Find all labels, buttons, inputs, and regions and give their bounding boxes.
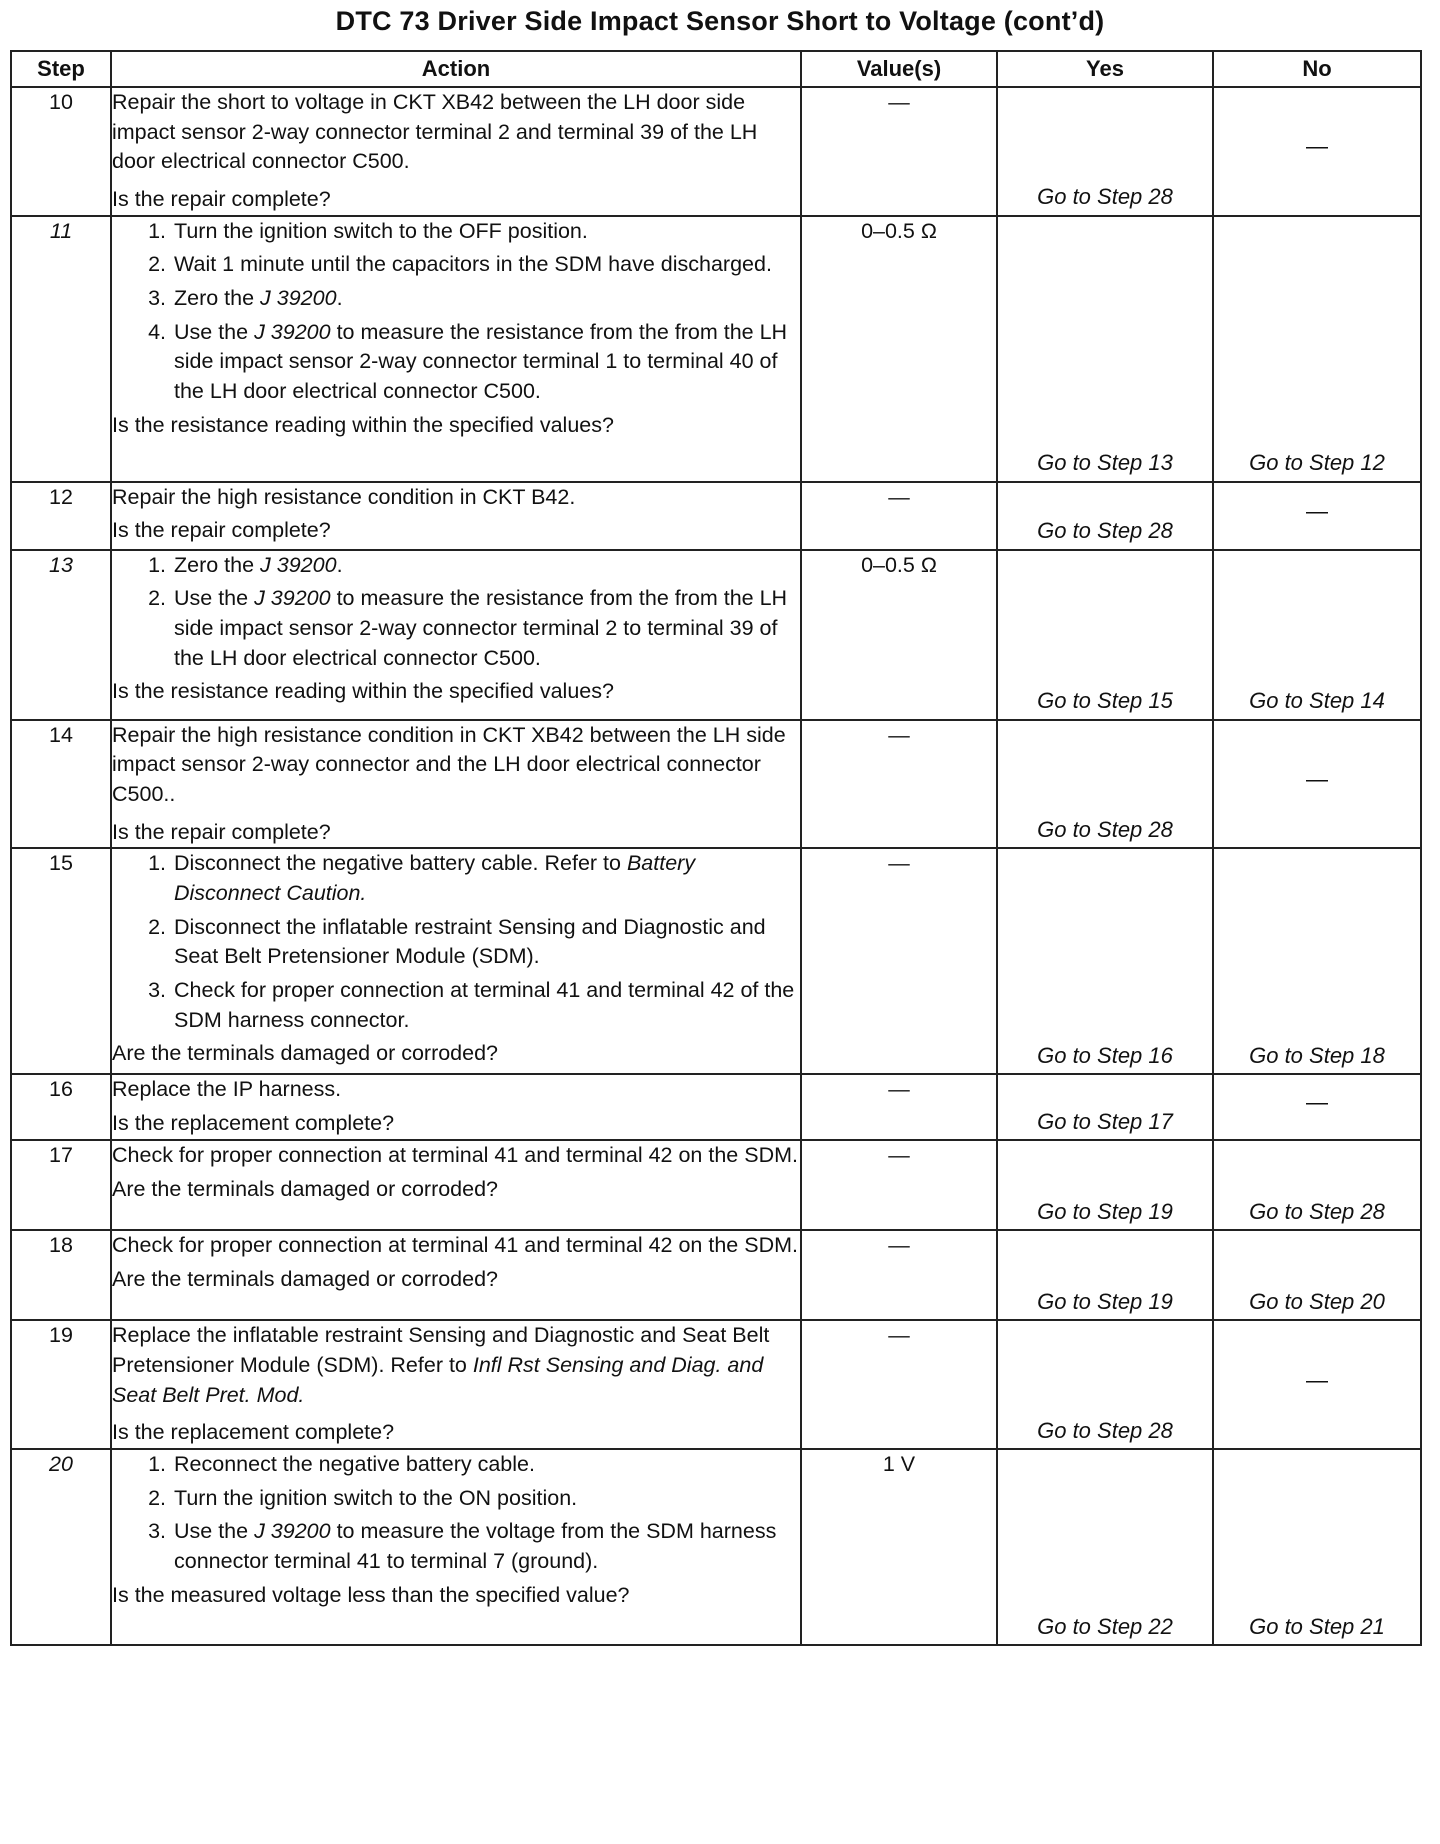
- table-row: [11, 482, 1421, 550]
- action-text: Repair the high resistance condition in CKT B42.: [112, 484, 576, 509]
- yes-goto: Go to Step 28: [1037, 184, 1173, 210]
- action-question: Is the repair complete?: [112, 186, 331, 211]
- table-row: [11, 1320, 1421, 1449]
- yes-goto: Go to Step 28: [1037, 816, 1173, 842]
- value-cell: 0–0.5 Ω: [801, 216, 997, 482]
- header-yes: Yes: [997, 51, 1213, 87]
- action-text: Repair the short to voltage in CKT XB42 between the LH door side impact sensor 2-way connector terminal 2 and terminal 39 of the LH door electrical connector C500.: [112, 90, 758, 174]
- diagnostic-table: [10, 50, 1422, 1646]
- action-cell: [111, 1449, 801, 1645]
- table-row: [11, 848, 1421, 1074]
- value-cell: —: [801, 720, 997, 849]
- action-steps: [112, 551, 800, 674]
- list-item: 4. Use the J 39200 to measure the resistance from the from the LH side impact sensor 2-way connector terminal 1 to terminal 40 of the LH door electrical connector C500.: [172, 318, 800, 407]
- value-cell: —: [801, 1320, 997, 1449]
- no-cell: [1213, 482, 1421, 550]
- step-number: 16: [11, 1074, 111, 1140]
- action-text: Check for proper connection at terminal 41 and terminal 42 on the SDM.: [112, 1233, 798, 1258]
- action-text: Replace the inflatable restraint Sensing and Diagnostic and Seat Belt Pretensioner Module (SDM). Refer to Infl Rst Sensing and Diag. and Seat Belt Pret. Mod.: [112, 1323, 770, 1407]
- header-step: Step: [11, 51, 111, 87]
- action-cell: [111, 1230, 801, 1320]
- no-cell: [1213, 1449, 1421, 1645]
- step-number: 17: [11, 1140, 111, 1230]
- no-dash: —: [1306, 1089, 1328, 1115]
- list-item: 2. Disconnect the inflatable restraint Sensing and Diagnostic and Seat Belt Pretensioner Module (SDM).: [172, 913, 800, 972]
- no-goto: Go to Step 14: [1249, 688, 1385, 714]
- no-goto: Go to Step 12: [1249, 450, 1385, 476]
- list-item: 3. Check for proper connection at terminal 41 and terminal 42 of the SDM harness connector.: [172, 976, 800, 1035]
- list-item: 3. Zero the J 39200.: [172, 284, 800, 314]
- table-row: [11, 1140, 1421, 1230]
- value-cell: 1 V: [801, 1449, 997, 1645]
- value-cell: —: [801, 1140, 997, 1230]
- value-cell: —: [801, 1230, 997, 1320]
- action-question: Is the repair complete?: [112, 819, 331, 844]
- list-item: 2. Wait 1 minute until the capacitors in the SDM have discharged.: [172, 250, 800, 280]
- value-cell: —: [801, 87, 997, 216]
- step-number: 15: [11, 848, 111, 1074]
- step-number: 11: [11, 216, 111, 482]
- action-question: Is the resistance reading within the specified values?: [112, 679, 614, 704]
- action-steps: [112, 217, 800, 407]
- yes-goto: Go to Step 19: [1037, 1198, 1173, 1224]
- yes-goto: Go to Step 17: [1037, 1108, 1173, 1134]
- yes-cell: [997, 1230, 1213, 1320]
- no-cell: [1213, 720, 1421, 849]
- yes-goto: Go to Step 13: [1037, 450, 1173, 476]
- no-dash: —: [1306, 497, 1328, 523]
- yes-goto: Go to Step 28: [1037, 518, 1173, 544]
- list-item: 1. Disconnect the negative battery cable. Refer to Battery Disconnect Caution.: [172, 849, 800, 908]
- header-no: No: [1213, 51, 1421, 87]
- list-item: 2. Turn the ignition switch to the ON position.: [172, 1484, 800, 1514]
- table-row: [11, 1230, 1421, 1320]
- no-dash: —: [1306, 133, 1328, 159]
- action-question: Are the terminals damaged or corroded?: [112, 1266, 499, 1291]
- table-row: [11, 1074, 1421, 1140]
- action-cell: [111, 848, 801, 1074]
- yes-cell: [997, 482, 1213, 550]
- yes-goto: Go to Step 22: [1037, 1613, 1173, 1639]
- action-question: Is the resistance reading within the specified values?: [112, 412, 614, 437]
- action-question: Is the replacement complete?: [112, 1110, 395, 1135]
- step-number: 10: [11, 87, 111, 216]
- action-steps: [112, 849, 800, 1035]
- value-cell: —: [801, 848, 997, 1074]
- list-item: 2. Use the J 39200 to measure the resistance from the from the LH side impact sensor 2-way connector terminal 2 to terminal 39 of the LH door electrical connector C500.: [172, 584, 800, 673]
- no-cell: [1213, 1320, 1421, 1449]
- header-values: Value(s): [801, 51, 997, 87]
- yes-cell: [997, 550, 1213, 720]
- header-action: Action: [111, 51, 801, 87]
- action-text: Replace the IP harness.: [112, 1077, 342, 1102]
- action-question: Is the replacement complete?: [112, 1420, 395, 1445]
- action-cell: [111, 216, 801, 482]
- no-goto: Go to Step 20: [1249, 1288, 1385, 1314]
- value-cell: —: [801, 482, 997, 550]
- table-row: [11, 216, 1421, 482]
- no-cell: [1213, 848, 1421, 1074]
- action-cell: [111, 1140, 801, 1230]
- list-item: 1. Turn the ignition switch to the OFF position.: [172, 217, 800, 247]
- no-cell: [1213, 550, 1421, 720]
- action-cell: [111, 482, 801, 550]
- yes-cell: [997, 87, 1213, 216]
- action-question: Is the repair complete?: [112, 518, 331, 543]
- action-text: Check for proper connection at terminal 41 and terminal 42 on the SDM.: [112, 1143, 798, 1168]
- no-dash: —: [1306, 766, 1328, 792]
- yes-cell: [997, 1140, 1213, 1230]
- no-goto: Go to Step 21: [1249, 1613, 1385, 1639]
- yes-goto: Go to Step 16: [1037, 1042, 1173, 1068]
- no-goto: Go to Step 28: [1249, 1198, 1385, 1224]
- table-row: [11, 87, 1421, 216]
- table-row: [11, 550, 1421, 720]
- no-goto: Go to Step 18: [1249, 1042, 1385, 1068]
- action-cell: [111, 1320, 801, 1449]
- step-number: 19: [11, 1320, 111, 1449]
- action-cell: [111, 87, 801, 216]
- yes-cell: [997, 1320, 1213, 1449]
- step-number: 12: [11, 482, 111, 550]
- list-item: 1. Zero the J 39200.: [172, 551, 800, 581]
- no-dash: —: [1306, 1366, 1328, 1392]
- action-text: Repair the high resistance condition in CKT XB42 between the LH side impact sensor 2-way connector and the LH door electrical connector C500..: [112, 722, 786, 806]
- no-cell: [1213, 1140, 1421, 1230]
- no-cell: [1213, 1074, 1421, 1140]
- action-question: Are the terminals damaged or corroded?: [112, 1041, 499, 1066]
- yes-goto: Go to Step 28: [1037, 1417, 1173, 1443]
- yes-goto: Go to Step 15: [1037, 688, 1173, 714]
- value-cell: 0–0.5 Ω: [801, 550, 997, 720]
- action-cell: [111, 1074, 801, 1140]
- no-cell: [1213, 1230, 1421, 1320]
- yes-goto: Go to Step 19: [1037, 1288, 1173, 1314]
- list-item: 1. Reconnect the negative battery cable.: [172, 1450, 800, 1480]
- list-item: 3. Use the J 39200 to measure the voltage from the SDM harness connector terminal 41 to terminal 7 (ground).: [172, 1517, 800, 1576]
- step-number: 18: [11, 1230, 111, 1320]
- table-header-row: [11, 51, 1421, 87]
- action-question: Is the measured voltage less than the specified value?: [112, 1582, 630, 1607]
- table-row: [11, 1449, 1421, 1645]
- action-cell: [111, 720, 801, 849]
- value-cell: —: [801, 1074, 997, 1140]
- step-number: 14: [11, 720, 111, 849]
- yes-cell: [997, 720, 1213, 849]
- step-number: 20: [11, 1449, 111, 1645]
- action-cell: [111, 550, 801, 720]
- action-question: Are the terminals damaged or corroded?: [112, 1176, 499, 1201]
- yes-cell: [997, 1074, 1213, 1140]
- step-number: 13: [11, 550, 111, 720]
- table-row: [11, 720, 1421, 849]
- yes-cell: [997, 1449, 1213, 1645]
- no-cell: [1213, 87, 1421, 216]
- action-steps: [112, 1450, 800, 1577]
- yes-cell: [997, 216, 1213, 482]
- no-cell: [1213, 216, 1421, 482]
- page-title: DTC 73 Driver Side Impact Sensor Short to Voltage (cont’d): [335, 6, 1105, 36]
- yes-cell: [997, 848, 1213, 1074]
